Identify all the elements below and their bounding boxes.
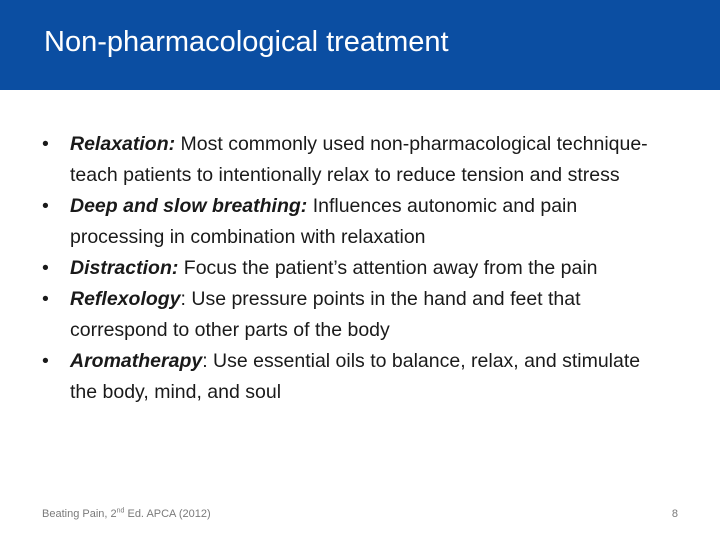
- bullet-item-aromatherapy: [42, 346, 662, 408]
- title-bar: [0, 0, 720, 90]
- bullet-item-distraction: [42, 253, 662, 284]
- bullet-text: Use pressure points in the hand and feet that correspond to other parts of the body: [70, 288, 581, 341]
- bullet-item-relaxation: [42, 129, 662, 191]
- bullet-icon: •: [42, 288, 49, 310]
- bullet-item-deep-breathing: [42, 191, 662, 253]
- bullet-icon: •: [42, 350, 49, 372]
- page-number: 8: [671, 508, 678, 520]
- bullet-icon: •: [42, 257, 49, 279]
- bullet-term: Aromatherapy: [70, 350, 203, 372]
- bullet-item-reflexology: [42, 284, 662, 346]
- slide-title: Non-pharmacological treatment: [44, 26, 449, 58]
- bullet-icon: •: [42, 133, 49, 155]
- bullet-term: Reflexology: [70, 288, 181, 310]
- footer-prefix: Beating Pain, 2: [42, 508, 117, 520]
- bullet-term: Deep and slow breathing:: [70, 195, 308, 217]
- bullet-text: Influences autonomic and pain processing in combination with relaxation: [70, 195, 578, 248]
- footer-suffix: Ed. APCA (2012): [124, 508, 211, 520]
- footer-citation: [42, 508, 211, 520]
- bullet-icon: •: [42, 195, 49, 217]
- bullet-term: Relaxation:: [70, 133, 176, 155]
- bullet-text: Focus the patient’s attention away from the pain: [178, 257, 598, 279]
- footer-superscript: nd: [116, 507, 125, 515]
- bullet-term-suffix: :: [180, 288, 186, 310]
- bullet-term: Distraction:: [70, 257, 179, 279]
- bullet-list: [42, 129, 662, 408]
- bullet-term-suffix: :: [202, 350, 208, 372]
- bullet-text: Use essential oils to balance, relax, and stimulate the body, mind, and soul: [70, 350, 641, 403]
- bullet-text: Most commonly used non-pharmacological technique-teach patients to intentionally relax to reduce tension and stress: [70, 133, 648, 186]
